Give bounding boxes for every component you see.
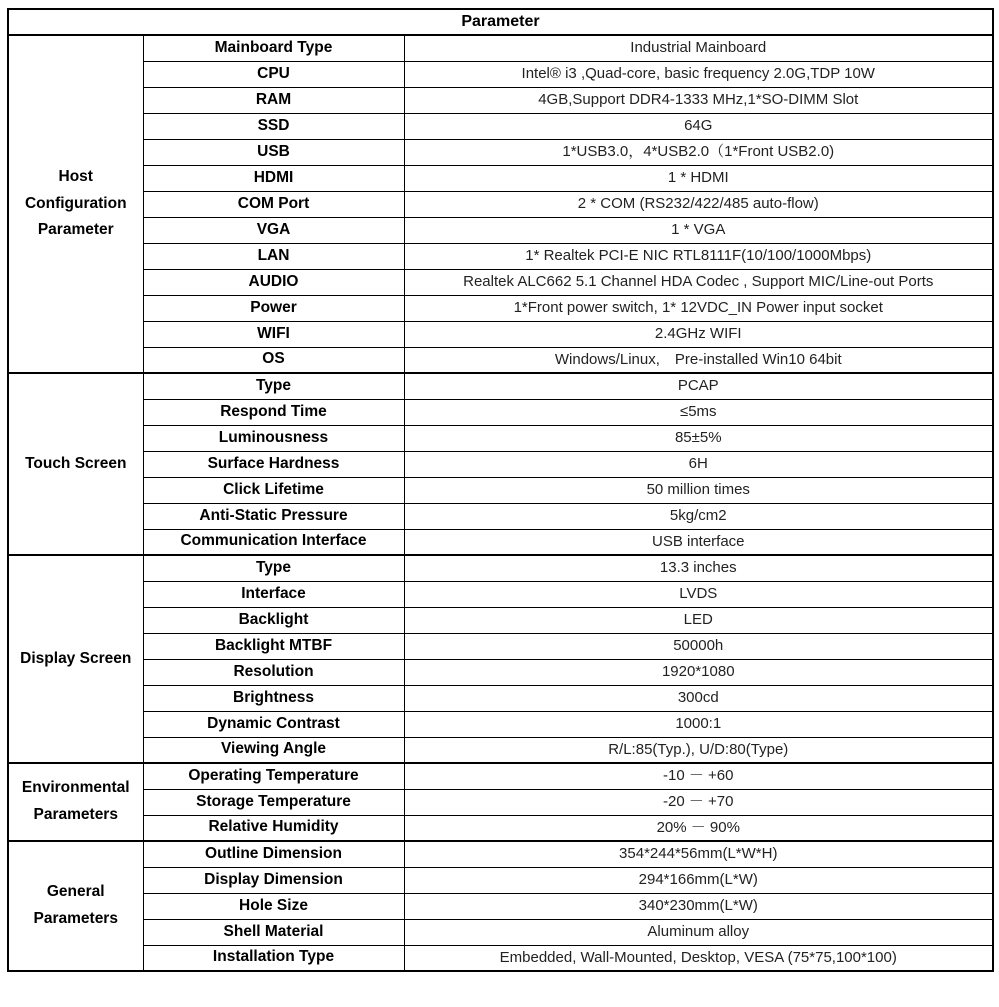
parameter-table	[7, 8, 994, 972]
param-value-cell: Industrial Mainboard	[404, 35, 993, 61]
param-value-cell: 1* Realtek PCI-E NIC RTL8111F(10/100/1000Mbps)	[404, 243, 993, 269]
param-name-cell: Surface Hardness	[143, 451, 404, 477]
category-cell: General Parameters	[8, 841, 143, 971]
param-name-cell: Relative Humidity	[143, 815, 404, 841]
table-row	[8, 321, 993, 347]
table-row	[8, 581, 993, 607]
param-value-cell: 4GB,Support DDR4-1333 MHz,1*SO-DIMM Slot	[404, 87, 993, 113]
table-row	[8, 503, 993, 529]
table-row	[8, 113, 993, 139]
param-name-cell: Storage Temperature	[143, 789, 404, 815]
category-cell: Environmental Parameters	[8, 763, 143, 841]
param-name-cell: VGA	[143, 217, 404, 243]
param-value-cell: 85±5%	[404, 425, 993, 451]
param-value-cell: 1*Front power switch, 1* 12VDC_IN Power input socket	[404, 295, 993, 321]
param-name-cell: Interface	[143, 581, 404, 607]
table-row	[8, 789, 993, 815]
table-row	[8, 61, 993, 87]
param-value-cell: 13.3 inches	[404, 555, 993, 581]
table-row	[8, 659, 993, 685]
table-row	[8, 841, 993, 867]
param-value-cell: Windows/Linux, Pre-installed Win10 64bit	[404, 347, 993, 373]
param-value-cell: Intel® i3 ,Quad-core, basic frequency 2.0G,TDP 10W	[404, 61, 993, 87]
table-row	[8, 477, 993, 503]
param-name-cell: SSD	[143, 113, 404, 139]
table-row	[8, 815, 993, 841]
param-value-cell: 6H	[404, 451, 993, 477]
param-value-cell: ≤5ms	[404, 399, 993, 425]
table-row	[8, 165, 993, 191]
param-value-cell: 300cd	[404, 685, 993, 711]
param-name-cell: OS	[143, 347, 404, 373]
param-value-cell: 50 million times	[404, 477, 993, 503]
param-name-cell: Respond Time	[143, 399, 404, 425]
category-cell: Display Screen	[8, 555, 143, 763]
param-value-cell: 354*244*56mm(L*W*H)	[404, 841, 993, 867]
category-cell: Touch Screen	[8, 373, 143, 555]
param-value-cell: 1 * HDMI	[404, 165, 993, 191]
table-row	[8, 763, 993, 789]
table-row	[8, 373, 993, 399]
param-name-cell: Viewing Angle	[143, 737, 404, 763]
param-name-cell: LAN	[143, 243, 404, 269]
param-name-cell: Mainboard Type	[143, 35, 404, 61]
param-value-cell: USB interface	[404, 529, 993, 555]
param-value-cell: -10 － +60	[404, 763, 993, 789]
param-value-cell: R/L:85(Typ.), U/D:80(Type)	[404, 737, 993, 763]
category-cell: Host Configuration Parameter	[8, 35, 143, 373]
table-row	[8, 269, 993, 295]
table-row	[8, 893, 993, 919]
table-row	[8, 191, 993, 217]
table-row	[8, 919, 993, 945]
param-name-cell: Anti-Static Pressure	[143, 503, 404, 529]
param-value-cell: 2 * COM (RS232/422/485 auto-flow)	[404, 191, 993, 217]
param-name-cell: Type	[143, 373, 404, 399]
param-value-cell: 20% － 90%	[404, 815, 993, 841]
param-value-cell: 2.4GHz WIFI	[404, 321, 993, 347]
param-value-cell: PCAP	[404, 373, 993, 399]
param-value-cell: 1 * VGA	[404, 217, 993, 243]
table-row	[8, 217, 993, 243]
param-name-cell: Luminousness	[143, 425, 404, 451]
table-row	[8, 139, 993, 165]
param-name-cell: Hole Size	[143, 893, 404, 919]
param-value-cell: 1000:1	[404, 711, 993, 737]
param-name-cell: Backlight	[143, 607, 404, 633]
table-row	[8, 295, 993, 321]
table-row	[8, 347, 993, 373]
param-name-cell: Dynamic Contrast	[143, 711, 404, 737]
table-row	[8, 945, 993, 971]
param-value-cell: LED	[404, 607, 993, 633]
param-name-cell: USB	[143, 139, 404, 165]
table-row	[8, 35, 993, 61]
param-name-cell: WIFI	[143, 321, 404, 347]
param-name-cell: Brightness	[143, 685, 404, 711]
param-value-cell: 50000h	[404, 633, 993, 659]
param-value-cell: LVDS	[404, 581, 993, 607]
param-name-cell: HDMI	[143, 165, 404, 191]
param-name-cell: Resolution	[143, 659, 404, 685]
table-row	[8, 555, 993, 581]
param-value-cell: 64G	[404, 113, 993, 139]
param-value-cell: -20 － +70	[404, 789, 993, 815]
param-name-cell: Operating Temperature	[143, 763, 404, 789]
table-row	[8, 451, 993, 477]
table-row	[8, 737, 993, 763]
table-header-row	[8, 9, 993, 35]
param-name-cell: CPU	[143, 61, 404, 87]
param-name-cell: Power	[143, 295, 404, 321]
param-value-cell: 1*USB3.0，4*USB2.0（1*Front USB2.0)	[404, 139, 993, 165]
param-name-cell: Type	[143, 555, 404, 581]
param-name-cell: RAM	[143, 87, 404, 113]
param-name-cell: Installation Type	[143, 945, 404, 971]
param-value-cell: 1920*1080	[404, 659, 993, 685]
param-name-cell: Backlight MTBF	[143, 633, 404, 659]
param-name-cell: Outline Dimension	[143, 841, 404, 867]
param-value-cell: 294*166mm(L*W)	[404, 867, 993, 893]
table-row	[8, 243, 993, 269]
param-name-cell: Communication Interface	[143, 529, 404, 555]
table-row	[8, 425, 993, 451]
table-row	[8, 633, 993, 659]
param-name-cell: COM Port	[143, 191, 404, 217]
param-name-cell: Display Dimension	[143, 867, 404, 893]
table-row	[8, 529, 993, 555]
table-row	[8, 685, 993, 711]
param-name-cell: Shell Material	[143, 919, 404, 945]
table-row	[8, 607, 993, 633]
param-name-cell: AUDIO	[143, 269, 404, 295]
table-row	[8, 399, 993, 425]
param-value-cell: 340*230mm(L*W)	[404, 893, 993, 919]
table-title: Parameter	[8, 9, 993, 35]
param-name-cell: Click Lifetime	[143, 477, 404, 503]
param-value-cell: Aluminum alloy	[404, 919, 993, 945]
param-value-cell: Realtek ALC662 5.1 Channel HDA Codec , Support MIC/Line-out Ports	[404, 269, 993, 295]
param-value-cell: Embedded, Wall-Mounted, Desktop, VESA (75*75,100*100)	[404, 945, 993, 971]
table-row	[8, 711, 993, 737]
table-row	[8, 87, 993, 113]
table-row	[8, 867, 993, 893]
param-value-cell: 5kg/cm2	[404, 503, 993, 529]
